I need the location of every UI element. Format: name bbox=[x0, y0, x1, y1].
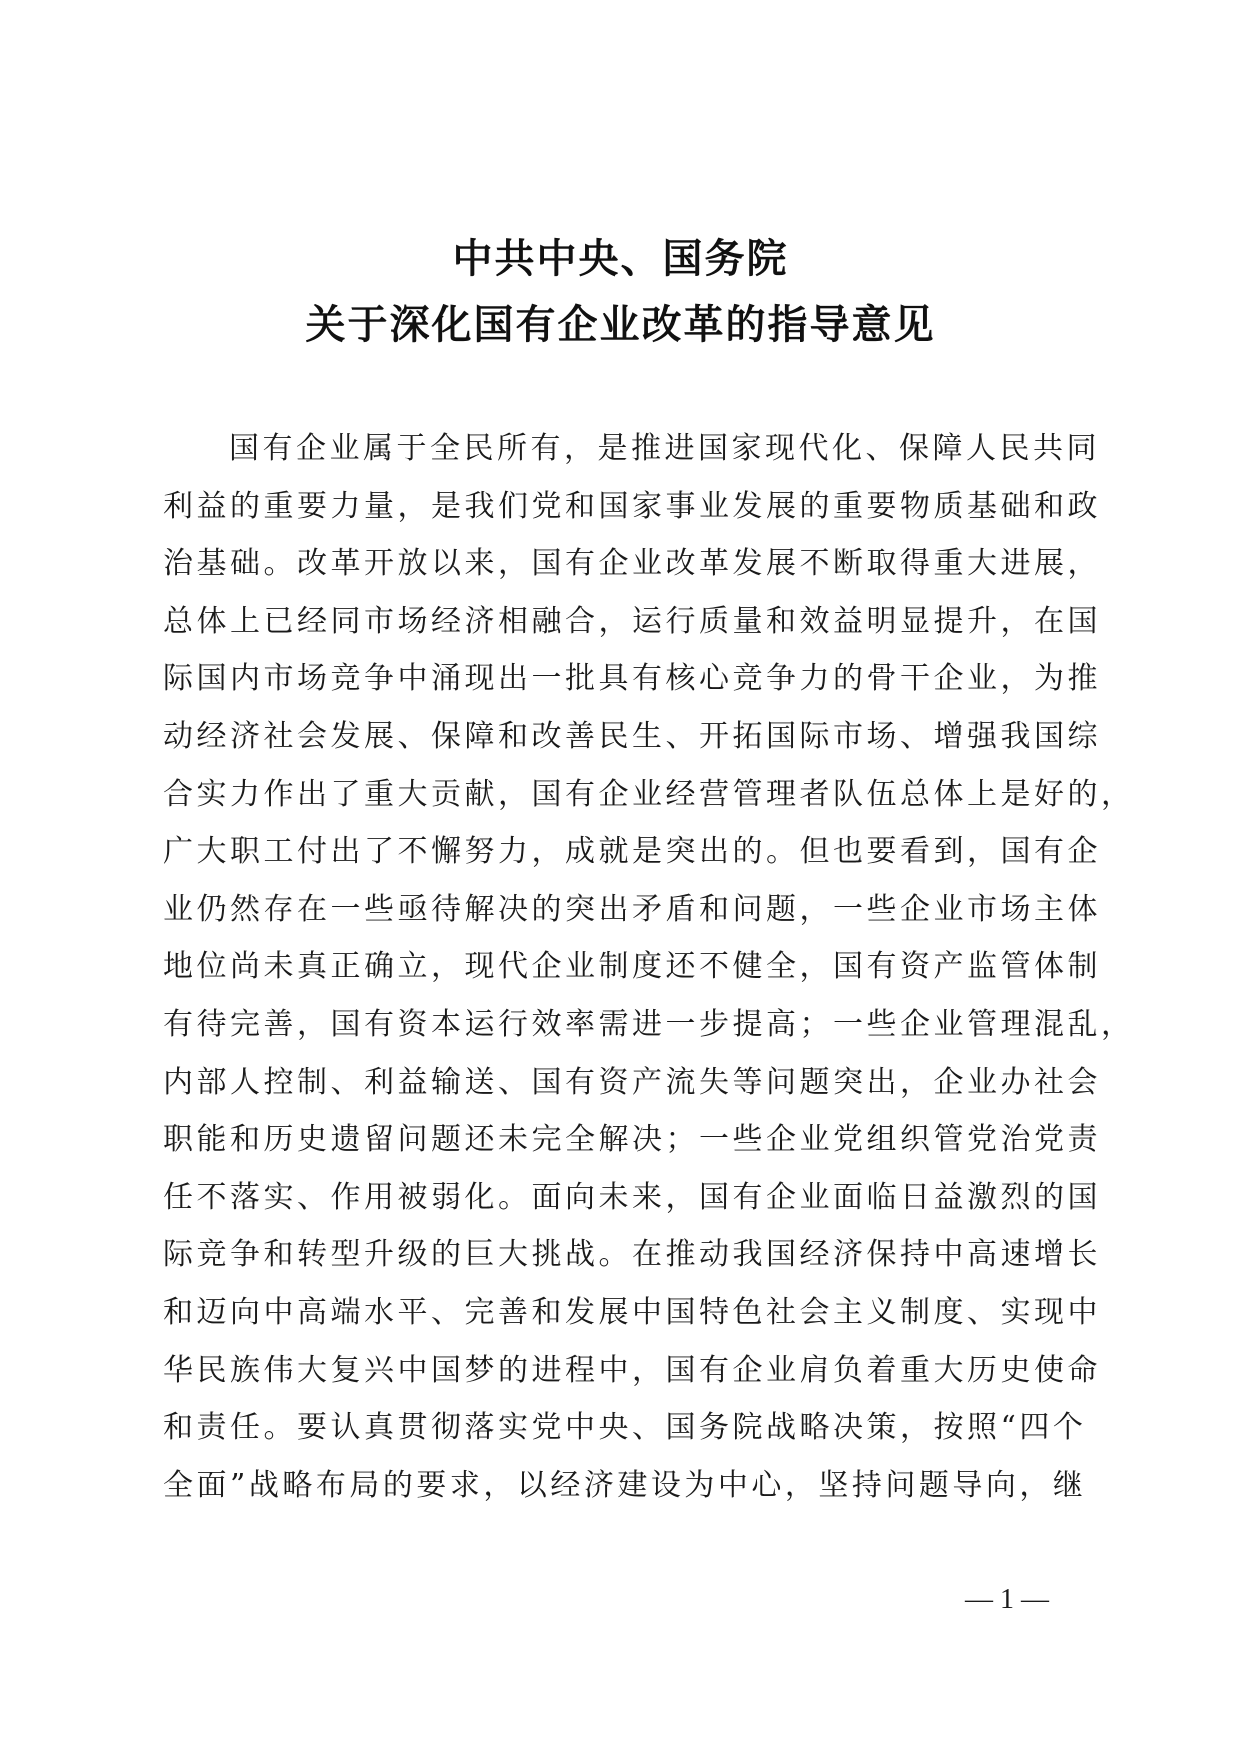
body-line: 总体上已经同市场经济相融合，运行质量和效益明显提升，在国 bbox=[163, 603, 1101, 639]
body-line: 业仍然存在一些亟待解决的突出矛盾和问题，一些企业市场主体 bbox=[163, 891, 1101, 927]
title-line-2: 关于深化国有企业改革的指导意见 bbox=[305, 301, 936, 348]
body-paragraph bbox=[163, 420, 1135, 1514]
body-line: 华民族伟大复兴中国梦的进程中，国有企业肩负着重大历史使命 bbox=[163, 1352, 1101, 1388]
body-line: 全面”战略布局的要求，以经济建设为中心，坚持问题导向，继 bbox=[163, 1467, 1087, 1503]
body-line: 治基础。改革开放以来，国有企业改革发展不断取得重大进展， bbox=[163, 546, 1101, 582]
body-line: 际国内市场竞争中涌现出一批具有核心竞争力的骨干企业，为推 bbox=[163, 661, 1101, 697]
body-line: 国有企业属于全民所有，是推进国家现代化、保障人民共同 bbox=[229, 431, 1100, 466]
body-line: 内部人控制、利益输送、国有资产流失等问题突出，企业办社会 bbox=[163, 1064, 1101, 1100]
body-line: 利益的重要力量，是我们党和国家事业发展的重要物质基础和政 bbox=[163, 488, 1101, 524]
page-number: — 1 — bbox=[965, 1584, 1049, 1615]
body-line: 有待完善，国有资本运行效率需进一步提高；一些企业管理混乱， bbox=[163, 1006, 1135, 1042]
title-line-1: 中共中央、国务院 bbox=[452, 235, 789, 282]
body-line: 动经济社会发展、保障和改善民生、开拓国际市场、增强我国综 bbox=[163, 718, 1101, 754]
body-line: 和责任。要认真贯彻落实党中央、国务院战略决策，按照“四个 bbox=[163, 1410, 1087, 1446]
body-line: 合实力作出了重大贡献，国有企业经营管理者队伍总体上是好的， bbox=[163, 776, 1135, 812]
body-line: 和迈向中高端水平、完善和发展中国特色社会主义制度、实现中 bbox=[163, 1294, 1101, 1330]
body-line: 地位尚未真正确立，现代企业制度还不健全，国有资产监管体制 bbox=[163, 949, 1101, 985]
document-title bbox=[0, 226, 1241, 358]
body-line: 职能和历史遗留问题还未完全解决；一些企业党组织管党治党责 bbox=[163, 1122, 1101, 1158]
body-line: 广大职工付出了不懈努力，成就是突出的。但也要看到，国有企 bbox=[163, 834, 1101, 870]
body-line: 任不落实、作用被弱化。面向未来，国有企业面临日益激烈的国 bbox=[163, 1179, 1101, 1215]
body-line: 际竞争和转型升级的巨大挑战。在推动我国经济保持中高速增长 bbox=[163, 1237, 1101, 1273]
